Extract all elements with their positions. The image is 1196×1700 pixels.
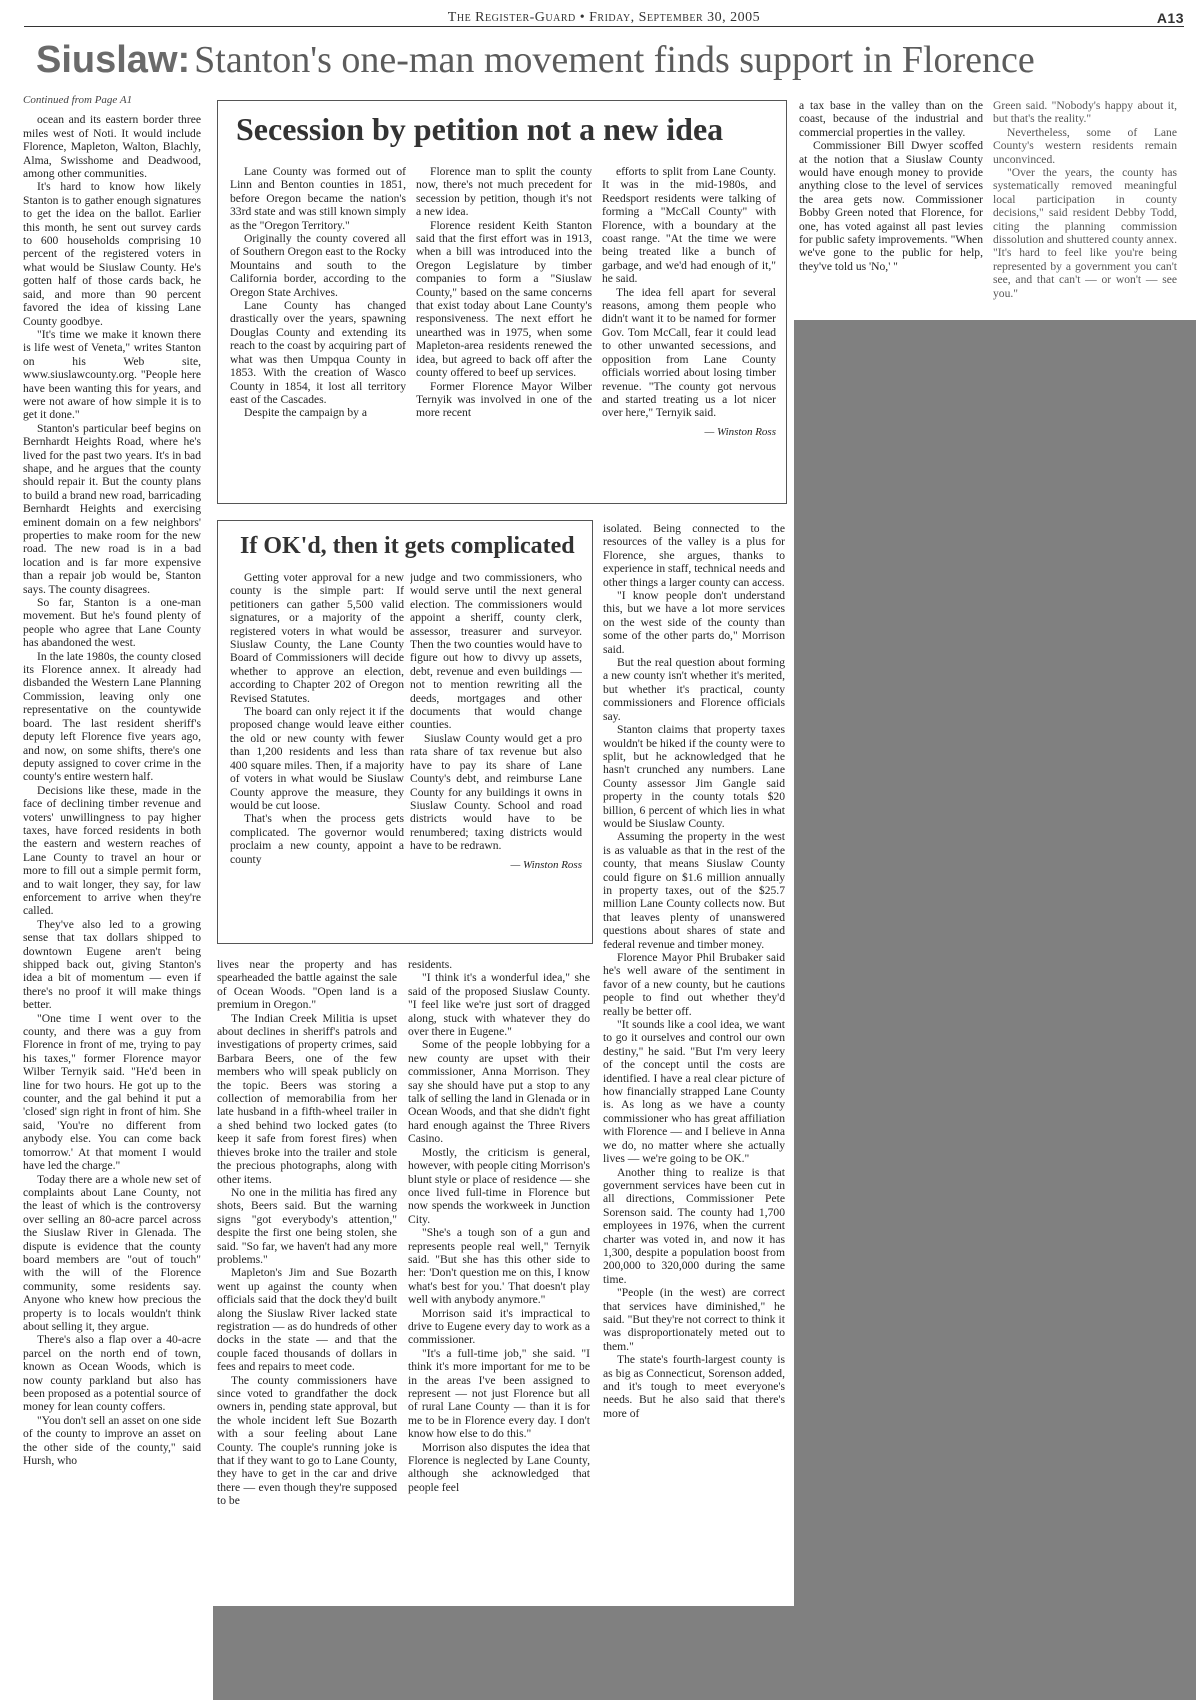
page-header [24, 10, 1184, 26]
paragraph: "Over the years, the county has systematically removed meaningful local participation in county decisions," said resident Debby Todd, citing the planning commission dissolution and shuttered county annex. "It's hard to feel like you're being represented by a government you can't see, and that can't — or won't — see you." [993, 166, 1177, 300]
headline-kicker: Siuslaw: [36, 39, 191, 81]
sidebar-column [602, 165, 776, 495]
paragraph: Florence man to split the county now, there's not much precedent for secession by petition, though it's not a new idea. [416, 165, 592, 219]
paragraph: "You don't sell an asset on one side of the county to improve an asset on the other side of the county," said Hursh, who [23, 1413, 201, 1468]
sidebar-box-complicated [217, 520, 593, 944]
paragraph: Florence resident Keith Stanton said that the first effort was in 1913, when a bill was introduced into the Oregon Legislature by timber companies to form a "Siuslaw County," based on the same concerns that exist today about Lane County's responsiveness. The next effort he unearthed was in 1975, when some Mapleton-area residents renewed the idea, but agreed to back off after the county offered to beef up services. [416, 218, 592, 380]
paragraph: "It sounds like a cool idea, we want to go it ourselves and control our own destiny," he said. "But I'm very leery of the concept until the costs are identified. I have a real clear picture of how financially strapped Lane County is. As long as we have a county commissioner who has great affiliation with Florence — and I believe in Anna we do, no matter where she actually lives — we're going to be OK." [603, 1018, 785, 1166]
paragraph: So far, Stanton is a one-man movement. But he's found plenty of people who agree that Lane County has abandoned the west. [23, 596, 201, 650]
paragraph: "People (in the west) are correct that services have diminished," he said. "But they're not correct to think it was disproportionately meted out to them." [603, 1286, 785, 1353]
paragraph: No one in the militia has fired any shots, Beers said. But the warning signs "got everybody's attention," despite the first one being stolen, she said. "So far, we haven't had any more problems." [217, 1185, 397, 1266]
header-divider [24, 26, 1184, 27]
paragraph: The state's fourth-largest county is as big as Connecticut, Sorenson added, and it's tough to meet everyone's needs. But he also said that there's more of [603, 1353, 785, 1420]
paragraph: efforts to split from Lane County. It was in the mid-1980s, and Reedsport residents were talking of forming a "McCall County" with Florence, with a boundary at the coast range. "At the time we were being treated like a bunch of garbage, and we'd had enough of it," he said. [602, 165, 776, 286]
paragraph: residents. [408, 958, 453, 971]
continued-from-note: Continued from Page A1 [23, 94, 133, 106]
paragraph: Stanton's particular beef begins on Bernhardt Heights Road, where he's lived for the past two years. It's in bad shape, and he argues that the county should repair it. But the county plans to build a brand new road, barricading Bernhardt Heights and exercising eminent domain on a few neighbors' properties to make room for the new road. The new road is in a bad location and is far more expensive than a repair job would be, Stanton says. The county disagrees. [23, 421, 201, 596]
paragraph: Nevertheless, some of Lane County's western residents remain unconvinced. [993, 125, 1177, 166]
article-column-1 [23, 94, 201, 1700]
paragraph: Assuming the property in the west is as valuable as that in the rest of the county, that means Siuslaw County could figure on $1.6 million annually in property taxes, out of the $25.7 million Lane County collects now. But that leaves plenty of unanswered questions about shares of state and federal revenue and timber money. [603, 830, 785, 951]
paragraph: But the real question about forming a new county isn't whether it's merited, but whether it's practical, county commissioners and Florence officials say. [603, 656, 785, 723]
paragraph: "One time I went over to the county, and there was a guy from Florence in front of me, trying to pay his taxes," former Florence mayor Wilber Ternyik said. "He'd been in line for two hours. He got up to the counter, and the gal behind it put a 'closed' sign right in front of him. She said, 'You're no different from anybody else. You can come back tomorrow.' At that moment I would have led the charge." [23, 1011, 201, 1173]
paragraph: Lane County was formed out of Linn and Benton counties in 1851, before Oregon became the nation's 33rd state and was still known simply as the "Oregon Territory." [230, 165, 406, 232]
paragraph: Stanton claims that property taxes wouldn't be hiked if the county were to split, but he acknowledged that he hasn't crunched any numbers. Lane County assessor Jim Gangle said property in the county totals $20 billion, 6 percent of which lies in what would be Siuslaw County. [603, 723, 785, 830]
paragraph: Another thing to realize is that government services have been cut in all directions, Commissioner Pete Sorenson said. The county had 1,700 employees in 1976, when the current charter was voted in, and now it has 1,300, despite a population boost from 200,000 to 320,000 during the same time. [603, 1165, 785, 1286]
paragraph: Decisions like these, made in the face of declining timber revenue and voters' unwillingness to pay higher taxes, have forced residents in both the eastern and western reaches of Lane County to travel an hour or more to fill out a simple permit form, and to wait longer, they say, for law enforcement to arrive when they're called. [23, 783, 201, 918]
paragraph: Originally the county covered all of Southern Oregon east to the Rocky Mountains and south to the California border, according to the Oregon State Archives. [230, 232, 406, 299]
paragraph: "It's time we make it known there is life west of Veneta," writes Stanton on his Web site, www.siuslawcounty.org. "People here have been wanting this for years, and were not aware of how simple it is to get it done." [23, 327, 201, 422]
paragraph: Despite the campaign by a [244, 406, 367, 420]
paragraph: Some of the people lobbying for a new county are upset with their commissioner, Anna Morrison. They say she should have put a stop to any talk of selling the land in Glenada or in Ocean Woods, and that she didn't fight hard enough against the Three Rivers Casino. [408, 1038, 590, 1146]
paragraph: Commissioner Bill Dwyer scoffed at the notion that a Siuslaw County would have enough money to provide anything close to the level of services the area gets now. Commissioner Bobby Green noted that Florence, for one, has voted against all past levies for public safety improvements. "When we've gone to the public for help, they've told us 'No,' " [799, 139, 983, 273]
article-column-middle-right [603, 522, 785, 1606]
paragraph: Mostly, the criticism is general, however, with people citing Morrison's blunt style or place of residence — she once lived full-time in Florence but now spends the workweek in Junction City. [408, 1145, 590, 1226]
article-column-bottom-2 [217, 958, 397, 1603]
paragraph: The board can only reject it if the proposed change would leave either the old or new county with fewer than 1,200 residents and less than 400 square miles. Then, if a majority of voters in what would be Siuslaw County approve the measure, they would be cut loose. [230, 705, 404, 812]
sidebar-box-secession [217, 100, 787, 504]
article-column-bottom-3 [408, 958, 590, 1603]
headline-title: Stanton's one-man movement finds support in Florence [194, 39, 1035, 81]
paragraph: Morrison said it's impractical to drive to Eugene every day to work as a commissioner. [408, 1306, 590, 1347]
sidebar-title: If OK'd, then it gets complicated [240, 533, 575, 559]
paragraph: "She's a tough son of a gun and represents people real well," Ternyik said. "But she has this other side to her: 'Don't question me on this, I know what's best for you.' That doesn't play well with anybody anymore." [408, 1226, 590, 1307]
paragraph: Former Florence Mayor Wilber Ternyik was involved in one of the more recent [416, 379, 592, 420]
byline: — Winston Ross [704, 425, 776, 438]
paragraph: In the late 1980s, the county closed its Florence annex. It already had disbanded the Western Lane Planning Commission, leaving only one representative on the countywide board. The last resident sheriff's deputy left Florence five years ago, and now, on some shifts, there's one deputy assigned to cover crime in the county's entire western half. [23, 649, 201, 784]
paragraph: The idea fell apart for several reasons, among them people who didn't want it to be named for former Gov. Tom McCall, fear it could lead to other unwanted secessions, and opposition from Lane County officials worried about losing timber revenue. "The county got nervous and started treating us a lot nicer over here," Ternyik said. [602, 285, 776, 420]
paragraph: "I know people don't understand this, but we have a lot more services on the west side of the county than some of the other parts do," Morrison said. [603, 589, 785, 656]
sidebar-title: Secession by petition not a new idea [236, 111, 724, 147]
paragraph: "I think it's a wonderful idea," she said of the proposed Siuslaw County. "I feel like we're just sort of dragged along, stuck with whatever they do over there in Eugene." [408, 971, 590, 1039]
paragraph: There's also a flap over a 40-acre parcel on the north end of town, known as Ocean Woods, which is now county parkland but also has been proposed as a potential source of money for lean county coffers. [23, 1333, 201, 1414]
paragraph: lives near the property and has spearheaded the battle against the sale of Ocean Woods. "Open land is a premium in Oregon." [217, 958, 397, 1012]
sidebar-column [230, 165, 406, 495]
paragraph: It's hard to know how likely Stanton is to gather enough signatures to get the idea on the ballot. Earlier this month, he sent out survey cards to 600 households comprising 10 percent of the registered voters in what would be Siuslaw County. He's gotten half of those cards back, he said, and more than 90 percent favored the idea of kissing Lane County goodbye. [23, 180, 201, 328]
article-headline [36, 38, 1035, 82]
paragraph: isolated. Being connected to the resources of the valley is a plus for Florence, she argues, thanks to experience in staff, technical needs and other things a larger county can access. [603, 522, 785, 589]
byline: — Winston Ross [510, 858, 582, 871]
paragraph: Green said. "Nobody's happy about it, but that's the reality." [993, 99, 1177, 126]
paragraph: ocean and its eastern border three miles west of Noti. It would include Florence, Mapleton, Walton, Blachly, Alma, Swisshome and Deadwood, among other communities. [23, 113, 201, 181]
paragraph: Morrison also disputes the idea that Florence is neglected by Lane County, although she acknowledged that people feel [408, 1440, 590, 1494]
paragraph: Mapleton's Jim and Sue Bozarth went up against the county when officials said that the dock they'd built along the Siuslaw River lacked state registration — as do hundreds of other docks in the state — and that the couple faced thousands of dollars in fees and repairs to meet code. [217, 1266, 397, 1374]
sidebar-column [230, 571, 404, 935]
paragraph: Lane County has changed drastically over the years, spawning Douglas County and extending its reach to the coast by acquiring part of what was then Umpqua County in 1853. With the creation of Wasco County in 1854, it lost all territory east of the Cascades. [230, 299, 406, 406]
masked-region-right [794, 320, 1196, 1700]
paragraph: judge and two commissioners, who would serve until the next general election. The commissioners would appoint a sheriff, county clerk, assessor, treasurer and surveyor. Then the two counties would have to figure out how to divvy up assets, debt, revenue and even buildings — not to mention rewriting all the deeds, mortgages and other documents that would change counties. [410, 571, 582, 732]
paragraph: Getting voter approval for a new county is the simple part: If petitioners can gather 5,500 valid signatures, or a majority of the registered voters in what would be Siuslaw County, the Lane County Board of Commissioners will decide whether to approve an election, according to Chapter 202 of Oregon Revised Statutes. [230, 571, 404, 705]
page-number: A13 [1156, 10, 1184, 26]
article-column-far-right [993, 99, 1177, 319]
publication-line: The Register-Guard • Friday, September 30, 2005 [447, 10, 761, 25]
paragraph: Florence Mayor Phil Brubaker said he's well aware of the sentiment in favor of a new county, but he cautions people to find out whether they'd really be better off. [603, 951, 785, 1018]
paragraph: The Indian Creek Militia is upset about declines in sheriff's patrols and investigations of property crimes, said Barbara Beers, one of the few members who will speak publicly on the topic. Beers was storing a collection of memorabilia from her late husband in a fifth-wheel trailer in a shed behind two locked gates (to keep it safe from forest fires) when thieves broke into the trailer and stole the precious photographs, along with other items. [217, 1011, 397, 1186]
masked-region-bottom [213, 1606, 1196, 1700]
paragraph: The county commissioners have since voted to grandfather the dock owners in, pending state approval, but the whole incident left Sue Bozarth with a sour feeling about Lane County. The couple's running joke is that if they want to go to Lane County, they have to get in the car and drive there — even though they're supposed to be [217, 1373, 397, 1508]
article-column-top-right [799, 99, 983, 319]
sidebar-column [416, 165, 592, 495]
sidebar-column [410, 571, 582, 935]
paragraph: Siuslaw County would get a pro rata share of tax revenue but also have to pay its share of Lane County's debt, and reimburse Lane County for any buildings it owns in Siuslaw County. School and road districts would have to be renumbered; taxing districts would have to be redrawn. [410, 731, 582, 853]
paragraph: Today there are a whole new set of complaints about Lane County, not the least of which is the controversy over selling an 80-acre parcel across the Siuslaw River in Glenada. The dispute is evidence that the county board members are "out of touch" with the will of the Florence community, some residents say. Anyone who knew how precious the property is to locals wouldn't think about selling it, they argue. [23, 1172, 201, 1333]
paragraph: They've also led to a growing sense that tax dollars shipped to downtown Eugene aren't being shipped back out, giving Stanton's idea a bit of momentum — even if there's no proof it will make things better. [23, 917, 201, 1012]
paragraph: a tax base in the valley than on the coast, because of the industrial and commercial properties in the valley. [799, 99, 983, 139]
paragraph: "It's a full-time job," she said. "I think it's more important for me to be in the areas I've been assigned to represent — not just Florence but all of rural Lane County — than it is for me to be in Florence every day. I don't know how else to do this." [408, 1346, 590, 1441]
paragraph: That's when the process gets complicated. The governor would proclaim a new county, appoint a county [230, 812, 404, 866]
